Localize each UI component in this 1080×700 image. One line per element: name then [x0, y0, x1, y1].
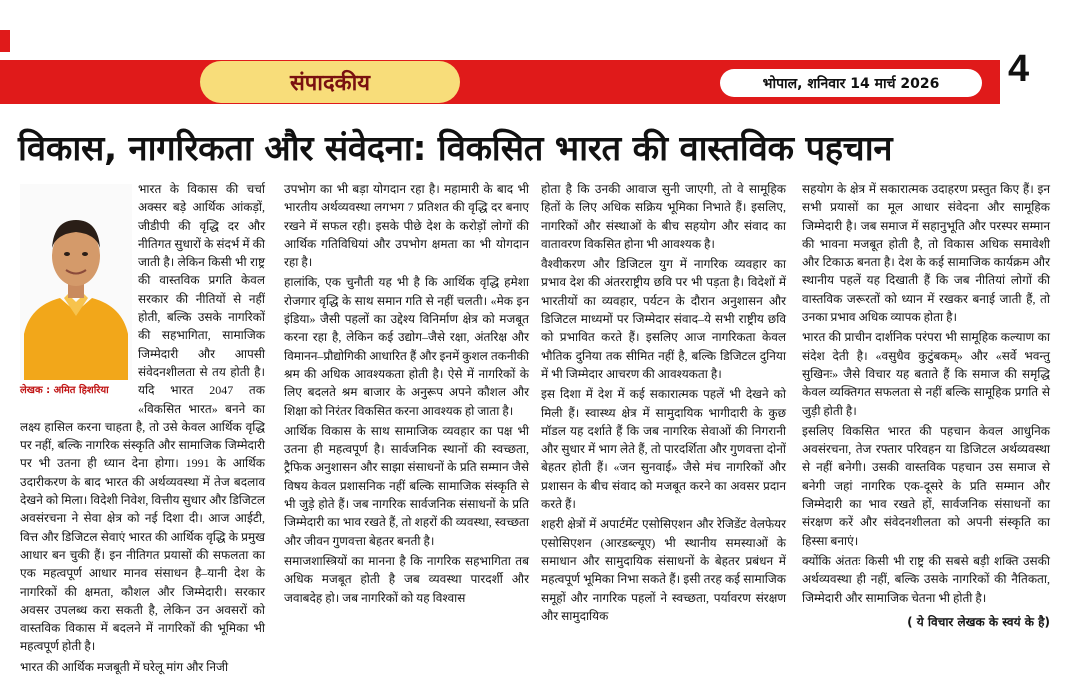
author-byline: लेखक : अमित हिशरिया [20, 385, 109, 396]
paragraph: भारत के विकास की चर्चा अक्सर बड़े आर्थिक आंकड़ों, जीडीपी की वृद्धि दर और नीतिगत सुधारों के संदर्भ में की जाती है। लेकिन किसी भी राष्ट्र की वास्तविक प्रगति केवल सरकार की नीतियों से नहीं होती, बल्कि उसके नागरिकों की सहभागिता, सामाजिक जिम्मेदारी और आपसी संवेदनशीलता से तय होती है। यदि भारत 2047 तक «विकसित भारत» बनने का लक्ष्य हासिल करना चाहता है, तो उसे केवल आर्थिक वृद्धि पर नहीं, बल्कि नागरिक संस्कृति और सामाजिक जिम्मेदारी पर भी उतना ही ध्यान देना होगा। 1991 के आर्थिक उदारीकरण के बाद भारत की अर्थव्यवस्था में तेज बदलाव देखने को मिला। विदेशी निवेश, वित्तीय सुधार और डिजिटल अवसंरचना ने सेवा क्षेत्र को नई दिशा दी। आज आईटी, वित्त और डिजिटल सेवाएं भारत की आर्थिक वृद्धि के प्रमुख आधार बन चुकी हैं। इन नीतिगत प्रयासों की सफलता का एक महत्वपूर्ण आधार मानव संसाधन है–यानी देश के नागरिकों की क्षमता, कौशल और जिम्मेदारी। सरकार अवसर उपलब्ध करा सकती है, लेकिन उन अवसरों को वास्तविक विकास में बदलने में नागरिकों की भूमिका भी महत्वपूर्ण होती है। [20, 182, 265, 654]
page-number: 4 [1008, 48, 1030, 90]
article-column-3 [541, 180, 786, 627]
paragraph: भारत की प्राचीन दार्शनिक परंपरा भी सामूहिक कल्याण का संदेश देती है। «वसुधैव कुटुंबकम्» और «सर्वे भवन्तु सुखिनः» जैसे विचार यह बताते हैं कि समाज की समृद्धि केवल व्यक्तिगत सफलता से नहीं बल्कि सामूहिक प्रगति से जुड़ी होती है। [802, 330, 1050, 418]
author-portrait-icon [20, 184, 132, 380]
disclaimer: ( ये विचार लेखक के स्वयं के है) [907, 614, 1050, 629]
paragraph: क्योंकि अंततः किसी भी राष्ट्र की सबसे बड़ी शक्ति उसकी अर्थव्यवस्था ही नहीं, बल्कि उसके नागरिकों की नैतिकता, जिम्मेदारी और सामाजिक चेतना भी होती है। [802, 553, 1050, 605]
article-column-1 [20, 180, 265, 678]
paragraph: भारत की आर्थिक मजबूती में घरेलू मांग और निजी [20, 659, 229, 674]
author-box [20, 184, 132, 399]
paragraph: आर्थिक विकास के साथ सामाजिक व्यवहार का पक्ष भी उतना ही महत्वपूर्ण है। सार्वजनिक स्थानों की स्वच्छता, ट्रैफिक अनुशासन और साझा संसाधनों के प्रति सम्मान जैसे विषय केवल प्रशासनिक नहीं बल्कि सामाजिक संस्कृति से भी जुड़े होते हैं। जब नागरिक सार्वजनिक संसाधनों के प्रति जिम्मेदारी का भाव रखते हैं, तो शहरों की व्यवस्था, स्वच्छता और जीवन गुणवत्ता बेहतर बनती है। [284, 423, 529, 548]
paragraph: उपभोग का भी बड़ा योगदान रहा है। महामारी के बाद भी भारतीय अर्थव्यवस्था लगभग 7 प्रतिशत की वृद्धि दर बनाए रखने में सफल रही। इसके पीछे देश के करोड़ों लोगों की आर्थिक गतिविधियां और उपभोग क्षमता का भी योगदान रहा है। [284, 182, 529, 270]
paragraph: इसलिए विकसित भारत की पहचान केवल आधुनिक अवसंरचना, तेज रफ्तार परिवहन या डिजिटल अर्थव्यवस्था से नहीं बनेगी। उसकी वास्तविक पहचान उस समाज से बनेगी जहां नागरिक एक-दूसरे के प्रति सम्मान और जिम्मेदारी का भाव रखते हों, सार्वजनिक संसाधनों का संरक्षण करें और संवेदनशीलता को अपनी संस्कृति का हिस्सा बनाएं। [802, 423, 1050, 548]
paragraph: समाजशास्त्रियों का मानना है कि नागरिक सहभागिता तब अधिक मजबूत होती है जब व्यवस्था पारदर्शी और जवाबदेह हो। जब नागरिकों को यह विश्वास [284, 553, 529, 605]
article-column-2 [284, 180, 529, 609]
paragraph: शहरी क्षेत्रों में अपार्टमेंट एसोसिएशन और रेजिडेंट वेलफेयर एसोसिएशन (आरडब्ल्यूए) भी स्थानीय समस्याओं के समाधान और सामुदायिक संसाधनों के बेहतर प्रबंधन में महत्वपूर्ण भूमिका निभा सकते हैं। इसी तरह कई सामाजिक समूहों और नागरिक पहलों ने स्वच्छता, पर्यावरण संरक्षण और सामुदायिक [541, 517, 786, 623]
article-column-4 [802, 180, 1050, 631]
dateline: भोपाल, शनिवार 14 मार्च 2026 [720, 69, 982, 97]
paragraph: होता है कि उनकी आवाज सुनी जाएगी, तो वे सामूहिक हितों के लिए अधिक सक्रिय भूमिका निभाते हैं। इसलिए, नागरिकों और संस्थाओं के बीच सहयोग और संवाद का वातावरण विकसित होना भी आवश्यक है। [541, 182, 786, 251]
paragraph: सहयोग के क्षेत्र में सकारात्मक उदाहरण प्रस्तुत किए हैं। इन सभी प्रयासों का मूल आधार संवेदना और सामूहिक जिम्मेदारी है। जब समाज में सहानुभूति और परस्पर सम्मान की भावना मजबूत होती है, तो विकास अधिक समावेशी और टिकाऊ बनता है। देश के कई सामाजिक कार्यक्रम और स्थानीय पहलें यह दिखाती हैं कि जब नीतियां लोगों की वास्तविक जरूरतों को ध्यान में रखकर बनाई जाती हैं, तो उनका प्रभाव अधिक व्यापक होता है। [802, 182, 1050, 325]
headline: विकास, नागरिकता और संवेदना: विकसित भारत की वास्तविक पहचान [18, 129, 893, 169]
section-label: संपादकीय [200, 61, 460, 103]
paragraph: इस दिशा में देश में कई सकारात्मक पहलें भी देखने को मिली हैं। स्वास्थ्य क्षेत्र में सामुदायिक भागीदारी के कुछ मॉडल यह दर्शाते हैं कि जब नागरिक सेवाओं की निगरानी और सुधार में भाग लेते हैं, तो पारदर्शिता और गुणवत्ता दोनों बेहतर होती हैं। «जन सुनवाई» जैसे मंच नागरिकों और प्रशासन के बीच संवाद को मजबूत करने का अवसर प्रदान करते हैं। [541, 387, 786, 512]
paragraph: वैश्वीकरण और डिजिटल युग में नागरिक व्यवहार का प्रभाव देश की अंतरराष्ट्रीय छवि पर भी पड़ता है। विदेशों में भारतीयों का व्यवहार, पर्यटन के दौरान अनुशासन और डिजिटल माध्यमों पर जिम्मेदार संवाद–ये सभी राष्ट्रीय छवि को प्रभावित करते हैं। इसलिए आज नागरिकता केवल भौतिक दुनिया तक सीमित नहीं है, बल्कि डिजिटल दुनिया में भी जिम्मेदार आचरण की आवश्यकता है। [541, 257, 786, 381]
paragraph: हालांकि, एक चुनौती यह भी है कि आर्थिक वृद्धि हमेशा रोजगार वृद्धि के साथ समान गति से नहीं चलती। «मेक इन इंडिया» जैसी पहलों का उद्देश्य विनिर्माण क्षेत्र को मजबूत करना रहा है, लेकिन कई उद्योग–जैसे रक्षा, अंतरिक्ष और विमानन–प्रौद्योगिकी आधारित हैं और इनमें कुशल तकनीकी श्रम की अधिक आवश्यकता होती है। ऐसे में नागरिकों के लिए बदलते श्रम बाजार के अनुरूप अपने कौशल और शिक्षा को निरंतर विकसित करना आवश्यक हो जाता है। [284, 275, 529, 418]
corner-accent [0, 30, 10, 52]
